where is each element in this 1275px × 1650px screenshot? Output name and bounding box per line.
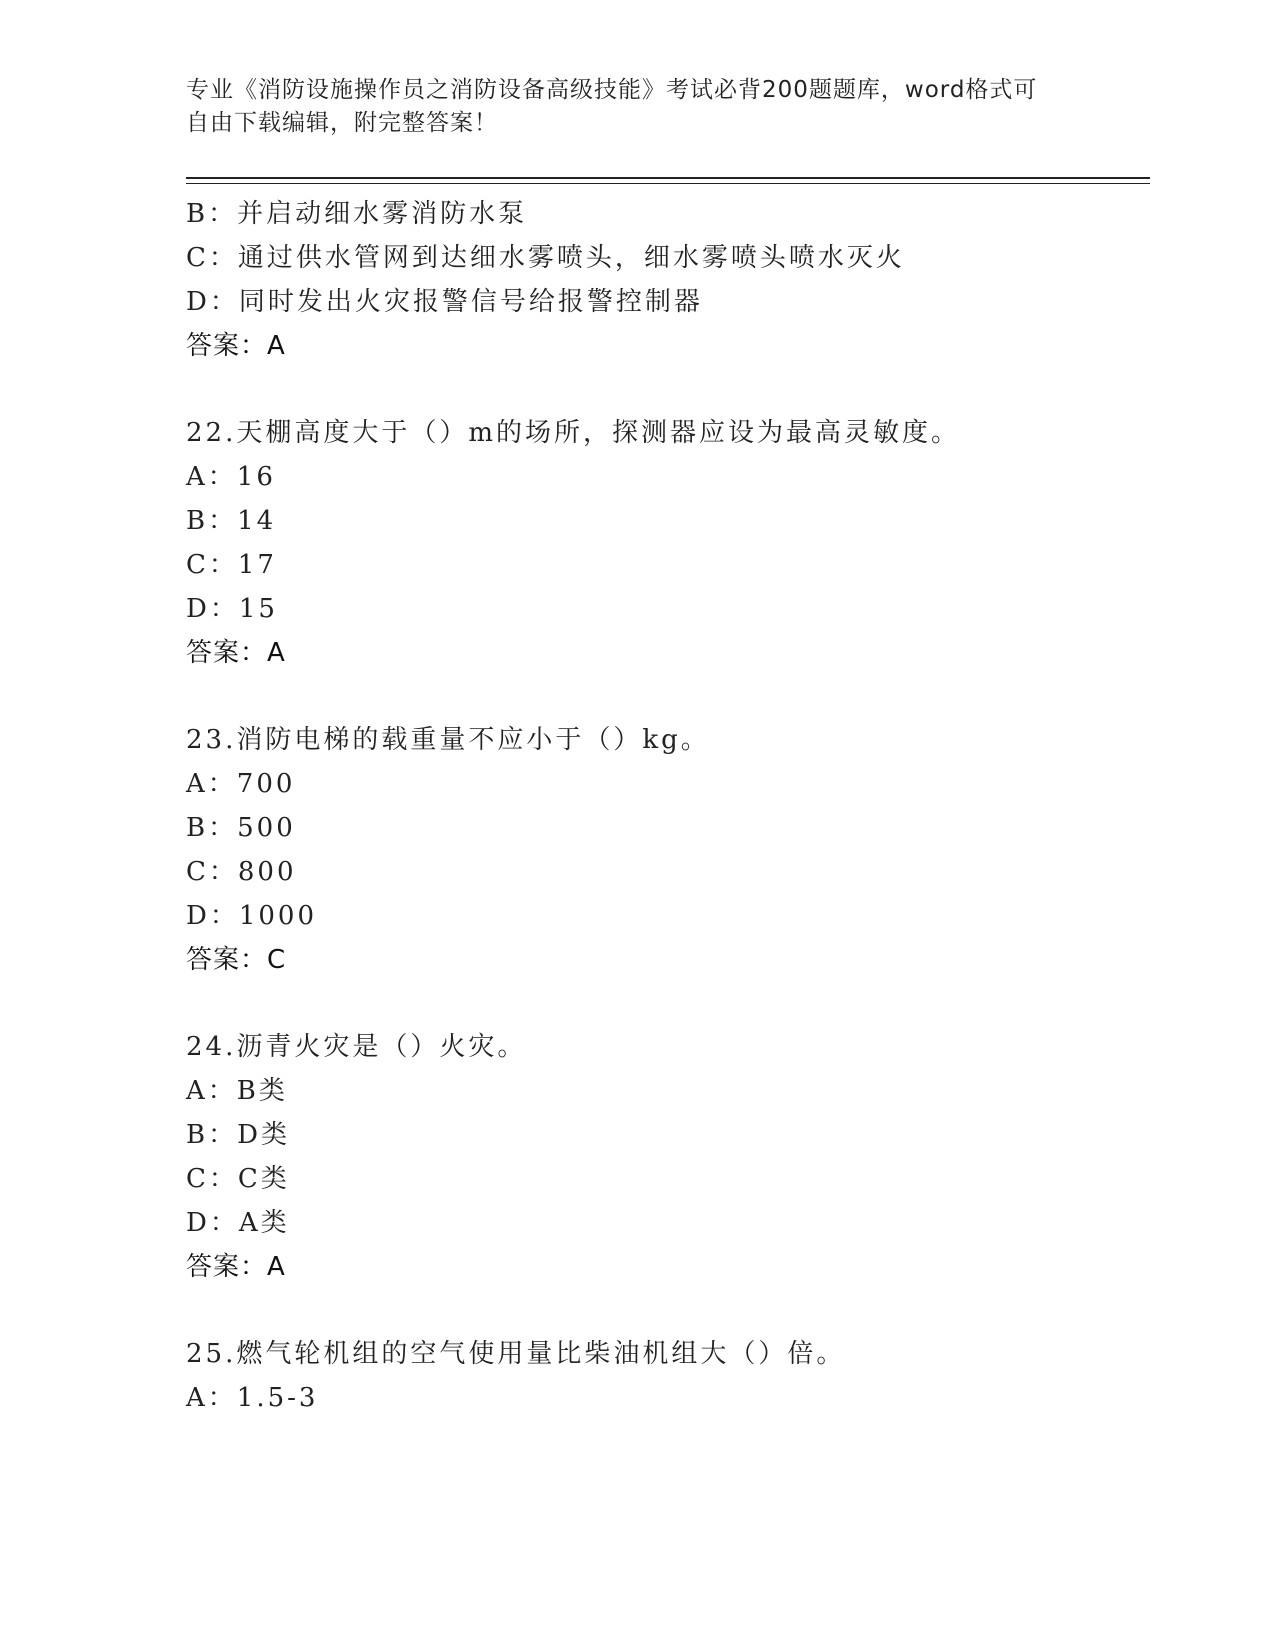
option-line: C：C类 (186, 1164, 290, 1194)
option-line: B：14 (186, 506, 277, 536)
option-line: D：15 (186, 594, 278, 624)
option-line: B：500 (186, 813, 296, 843)
document-header (186, 74, 1086, 140)
header-divider-thick (186, 177, 1150, 179)
option-line: B：并启动细水雾消防水泵 (186, 199, 528, 229)
answer-line: 答案：C (186, 945, 287, 975)
option-line: A：700 (186, 769, 296, 799)
option-line: D：1000 (186, 901, 318, 931)
option-line: C：800 (186, 857, 297, 887)
header-divider-thin (186, 183, 1150, 184)
answer-line: 答案：A (186, 638, 286, 668)
option-line: A：B类 (186, 1076, 288, 1106)
question-line: 25.燃气轮机组的空气使用量比柴油机组大（）倍。 (186, 1339, 846, 1369)
option-line: A：1.5-3 (186, 1383, 319, 1413)
answer-line: 答案：A (186, 1252, 286, 1282)
option-line: C：通过供水管网到达细水雾喷头，细水雾喷头喷水灭火 (186, 243, 905, 273)
option-line: B：D类 (186, 1120, 290, 1150)
option-line: A：16 (186, 462, 276, 492)
option-line: C：17 (186, 550, 277, 580)
answer-line: 答案：A (186, 331, 286, 361)
option-line: D：同时发出火灾报警信号给报警控制器 (186, 287, 703, 317)
header-line-1: 专业《消防设施操作员之消防设备高级技能》考试必背200题题库，word格式可 (186, 77, 1038, 103)
question-line: 23.消防电梯的载重量不应小于（）kg。 (186, 725, 710, 755)
option-line: D：A类 (186, 1208, 290, 1238)
question-line: 24.沥青火灾是（）火灾。 (186, 1032, 527, 1062)
header-line-2: 自由下载编辑，附完整答案！ (186, 110, 498, 136)
question-line: 22.天棚高度大于（）m的场所，探测器应设为最高灵敏度。 (186, 418, 961, 448)
